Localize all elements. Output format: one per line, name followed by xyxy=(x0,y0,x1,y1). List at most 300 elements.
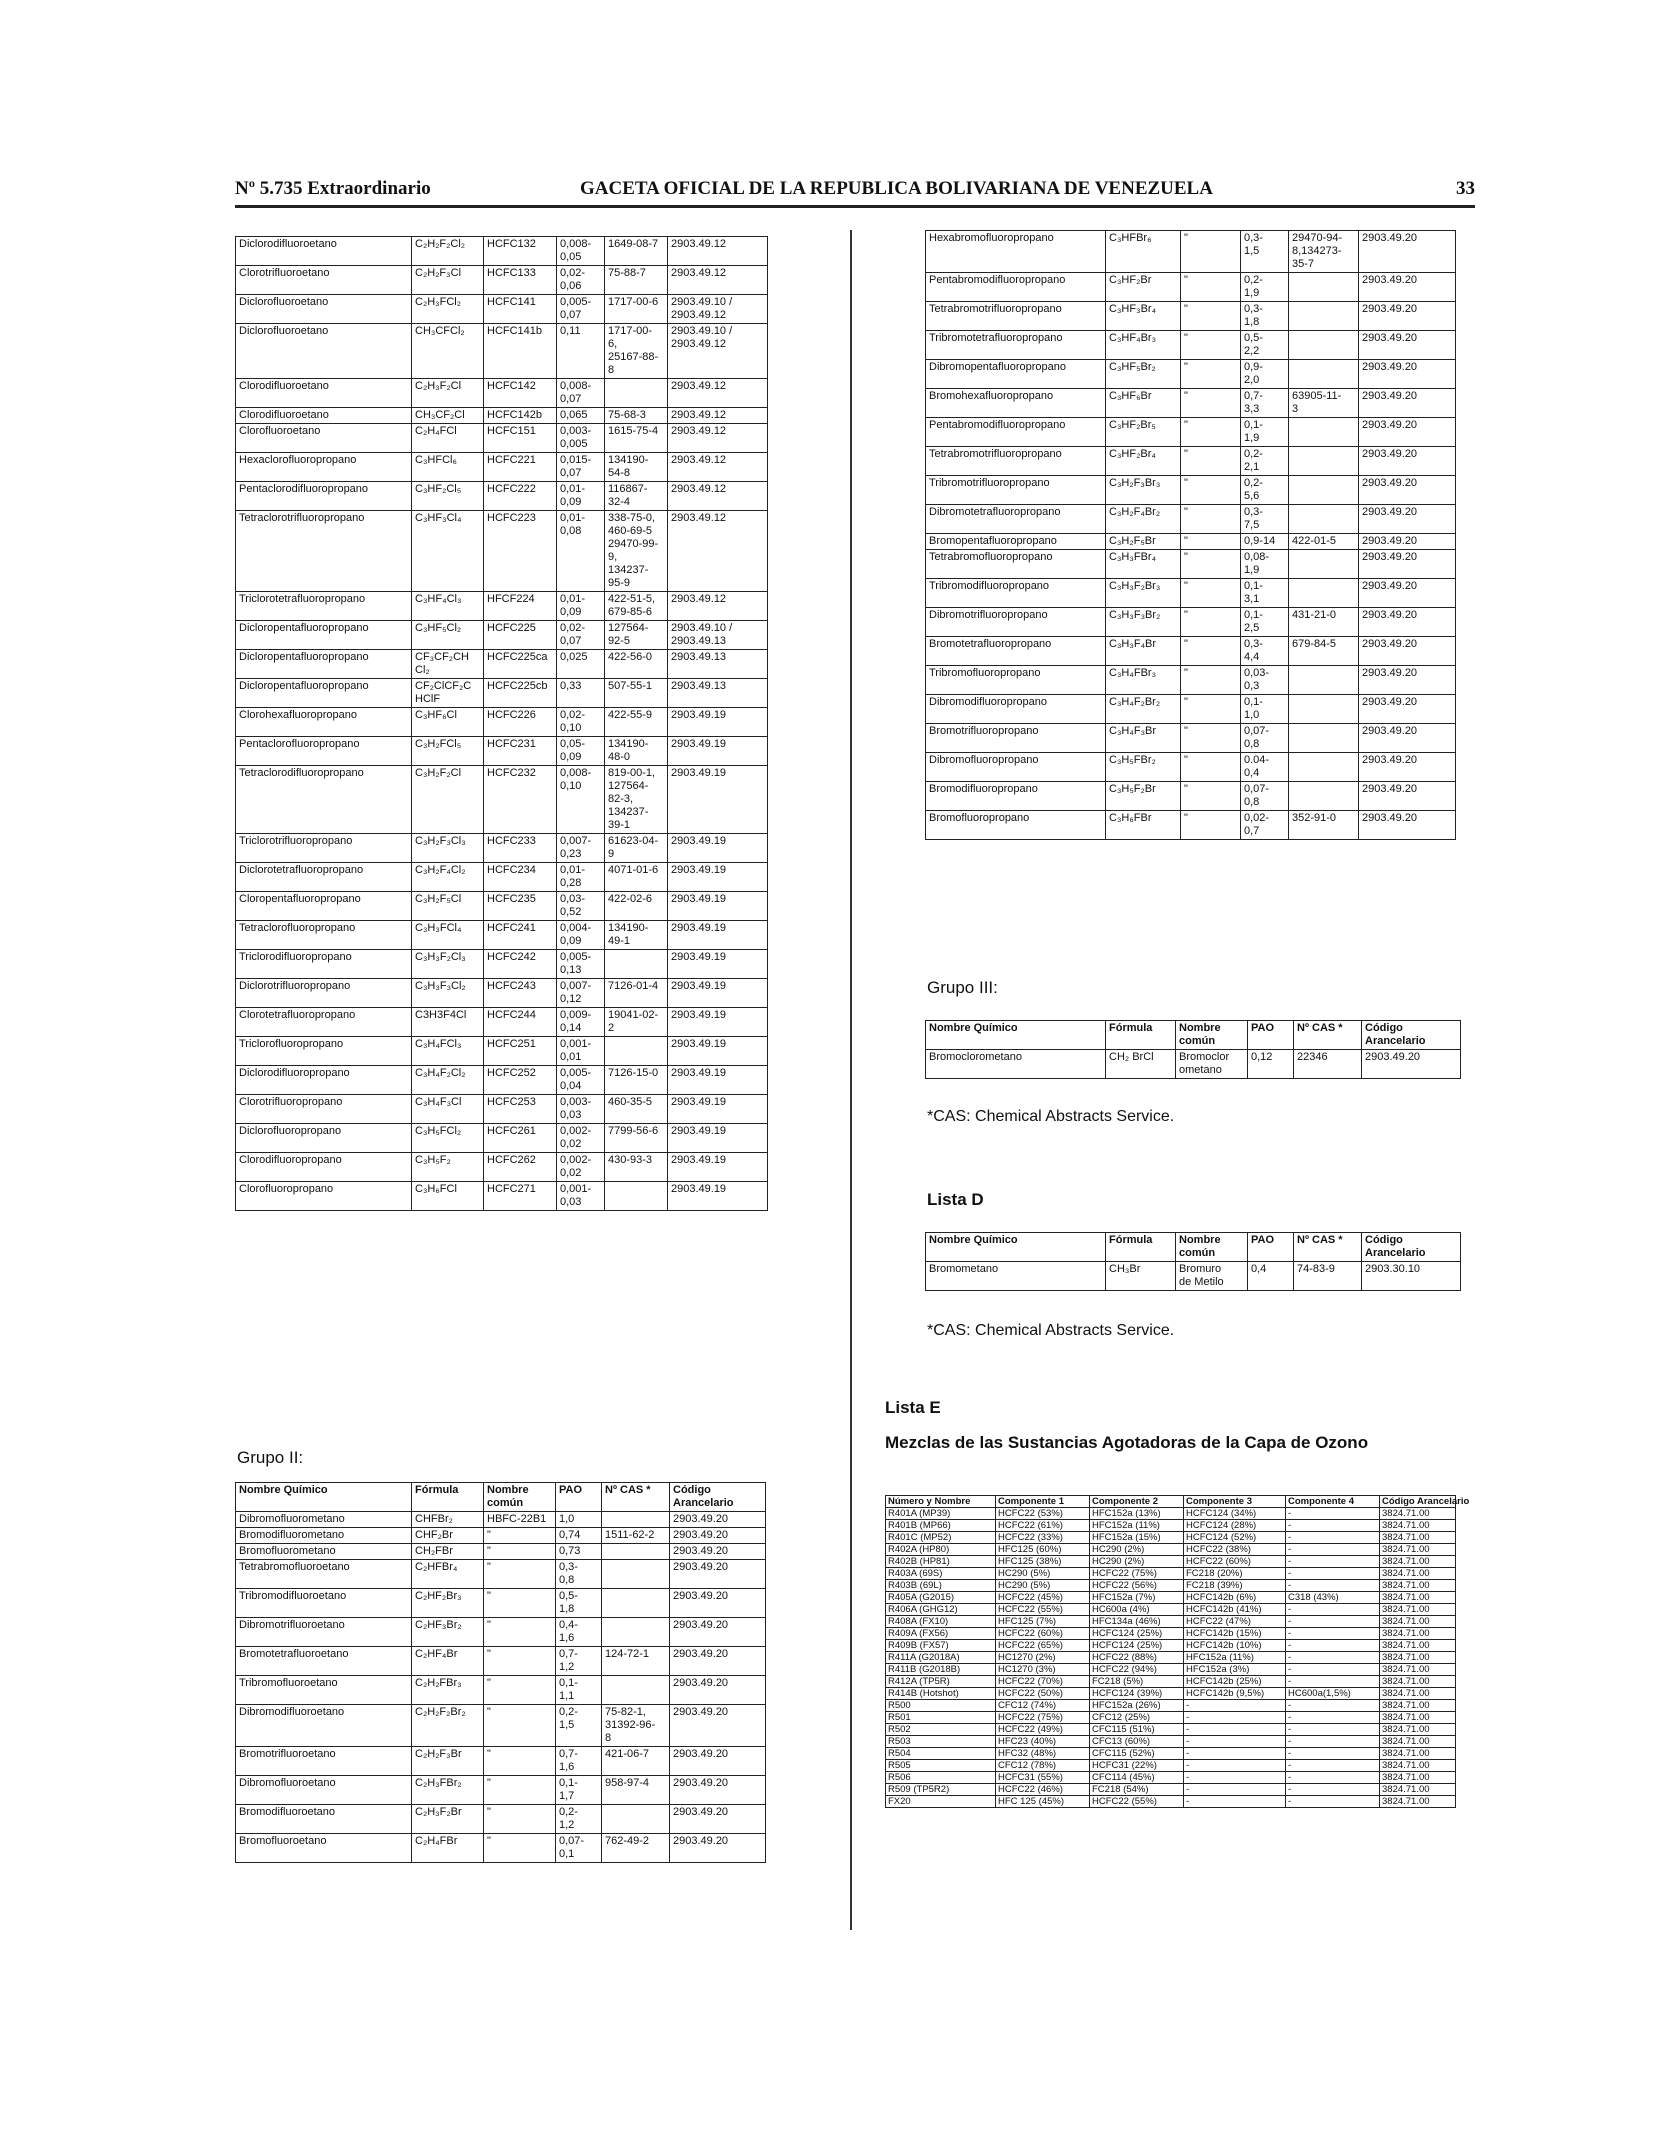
cell-formula: C₃H₃F₃Br₂ xyxy=(1106,608,1181,637)
cell-nombre-quimico: Diclorodifluoroetano xyxy=(236,237,412,266)
cell-numero-nombre: R501 xyxy=(886,1712,996,1724)
cell-codigo-arancelario: 2903.49.20 xyxy=(670,1512,766,1528)
cell-cas xyxy=(1289,360,1359,389)
cell-codigo-arancelario: 3824.71.00 xyxy=(1380,1748,1456,1760)
cell-nombre-quimico: Diclorodifluoropropano xyxy=(236,1066,412,1095)
cell-codigo-arancelario: 3824.71.00 xyxy=(1380,1772,1456,1784)
cell-cas xyxy=(602,1805,670,1834)
cell-componente-4: - xyxy=(1286,1784,1380,1796)
cell-componente-2: CFC114 (45%) xyxy=(1090,1772,1184,1784)
cell-componente-4: - xyxy=(1286,1712,1380,1724)
cell-nombre-comun: HCFC244 xyxy=(484,1008,557,1037)
cell-codigo-arancelario: 2903.30.10 xyxy=(1362,1262,1461,1291)
cell-pao: 1,0 xyxy=(556,1512,602,1528)
cell-pao: 0,1- 1,7 xyxy=(556,1776,602,1805)
cell-componente-2: HFC152a (13%) xyxy=(1090,1508,1184,1520)
cell-codigo-arancelario: 2903.49.19 xyxy=(668,708,768,737)
cell-nombre-quimico: Bromopentafluoropropano xyxy=(926,534,1106,550)
table-row xyxy=(926,273,1456,302)
cell-cas: 22346 xyxy=(1294,1050,1362,1079)
table-row xyxy=(886,1556,1456,1568)
cell-codigo-arancelario: 3824.71.00 xyxy=(1380,1616,1456,1628)
cell-nombre-comun: " xyxy=(1181,579,1241,608)
cell-cas: 75-68-3 xyxy=(605,408,668,424)
cell-pao: 0,02- 0,06 xyxy=(557,266,605,295)
table-row xyxy=(236,424,768,453)
cell-formula: CH₃CF₂Cl xyxy=(412,408,484,424)
cell-cas xyxy=(1289,782,1359,811)
cell-componente-2: HC290 (2%) xyxy=(1090,1556,1184,1568)
cell-pao: 0,007- 0,23 xyxy=(557,834,605,863)
cell-codigo-arancelario: 2903.49.10 / 2903.49.12 xyxy=(668,324,768,379)
cell-formula: C₂HF₄Br xyxy=(412,1647,484,1676)
cell-pao: 0,3- 1,5 xyxy=(1241,231,1289,273)
cell-pao: 0,07- 0,8 xyxy=(1241,724,1289,753)
cell-codigo-arancelario: 2903.49.10 / 2903.49.12 xyxy=(668,295,768,324)
cell-nombre-quimico: Bromofluorometano xyxy=(236,1544,412,1560)
table-row xyxy=(236,1182,768,1211)
cell-codigo-arancelario: 2903.49.20 xyxy=(670,1834,766,1863)
cell-codigo-arancelario: 2903.49.20 xyxy=(1359,637,1456,666)
header-nombre-comun: Nombre común xyxy=(484,1483,556,1512)
table-row xyxy=(236,1805,766,1834)
cell-codigo-arancelario: 2903.49.19 xyxy=(668,1066,768,1095)
cell-codigo-arancelario: 3824.71.00 xyxy=(1380,1736,1456,1748)
cell-formula: C₃H₂F₅Br xyxy=(1106,534,1181,550)
cell-nombre-comun: HCFC231 xyxy=(484,737,557,766)
table-row xyxy=(886,1736,1456,1748)
cell-nombre-quimico: Bromofluoropropano xyxy=(926,811,1106,840)
cell-codigo-arancelario: 2903.49.13 xyxy=(668,650,768,679)
cell-nombre-quimico: Dicloropentafluoropropano xyxy=(236,621,412,650)
cell-codigo-arancelario: 3824.71.00 xyxy=(1380,1676,1456,1688)
cell-pao: 0,73 xyxy=(556,1544,602,1560)
cell-codigo-arancelario: 2903.49.20 xyxy=(1359,302,1456,331)
table-row xyxy=(236,1528,766,1544)
cell-nombre-comun: HCFC226 xyxy=(484,708,557,737)
cell-codigo-arancelario: 2903.49.20 xyxy=(670,1528,766,1544)
cell-pao: 0,008- 0,10 xyxy=(557,766,605,834)
cell-formula: C₃HF₃Cl₄ xyxy=(412,511,484,592)
cell-pao: 0,4 xyxy=(1248,1262,1294,1291)
column-divider xyxy=(850,230,852,1930)
cell-numero-nombre: R401A (MP39) xyxy=(886,1508,996,1520)
grupo1-rows xyxy=(236,237,768,1211)
cell-numero-nombre: R408A (FX10) xyxy=(886,1616,996,1628)
cell-nombre-comun: " xyxy=(484,1544,556,1560)
cell-nombre-quimico: Tribromodifluoropropano xyxy=(926,579,1106,608)
cell-pao: 0,2- 5,6 xyxy=(1241,476,1289,505)
cell-componente-2: HFC134a (46%) xyxy=(1090,1616,1184,1628)
cell-componente-1: HFC32 (48%) xyxy=(996,1748,1090,1760)
cell-componente-2: CFC12 (25%) xyxy=(1090,1712,1184,1724)
cell-pao: 0,33 xyxy=(557,679,605,708)
cell-nombre-comun: HCFC223 xyxy=(484,511,557,592)
cell-codigo-arancelario: 2903.49.19 xyxy=(668,766,768,834)
cell-cas xyxy=(1289,447,1359,476)
table-row xyxy=(236,482,768,511)
cell-cas xyxy=(1289,505,1359,534)
cell-formula: C₃HF₃Br₄ xyxy=(1106,302,1181,331)
cell-componente-2: HC600a (4%) xyxy=(1090,1604,1184,1616)
cell-componente-3: HCFC142b (25%) xyxy=(1184,1676,1286,1688)
cell-numero-nombre: R406A (GHG12) xyxy=(886,1604,996,1616)
cell-pao: 0,008- 0,07 xyxy=(557,379,605,408)
cell-codigo-arancelario: 2903.49.12 xyxy=(668,592,768,621)
cell-pao: 0,5- 2,2 xyxy=(1241,331,1289,360)
cell-cas: 127564- 92-5 xyxy=(605,621,668,650)
cell-nombre-quimico: Tribromofluoroetano xyxy=(236,1676,412,1705)
cell-codigo-arancelario: 2903.49.19 xyxy=(668,1095,768,1124)
cell-pao: 0,02- 0,07 xyxy=(557,621,605,650)
cell-nombre-comun: " xyxy=(484,1618,556,1647)
cell-cas xyxy=(602,1512,670,1528)
cell-nombre-comun: HCFC222 xyxy=(484,482,557,511)
cell-pao: 0,009- 0,14 xyxy=(557,1008,605,1037)
table-row xyxy=(236,324,768,379)
cell-cas xyxy=(1289,550,1359,579)
cell-componente-3: - xyxy=(1184,1700,1286,1712)
lista-e-subtitle: Mezclas de las Sustancias Agotadoras de la Capa de Ozono xyxy=(885,1433,1369,1452)
cell-componente-4: - xyxy=(1286,1604,1380,1616)
table-row xyxy=(236,1776,766,1805)
cell-componente-1: HCFC22 (45%) xyxy=(996,1592,1090,1604)
cell-cas: 679-84-5 xyxy=(1289,637,1359,666)
cell-formula: C₂H₃F₂Br xyxy=(412,1805,484,1834)
cell-nombre-quimico: Diclorofluoropropano xyxy=(236,1124,412,1153)
cell-codigo-arancelario: 2903.49.20 xyxy=(670,1560,766,1589)
cell-codigo-arancelario: 2903.49.20 xyxy=(670,1647,766,1676)
table-row xyxy=(926,811,1456,840)
cell-cas: 4071-01-6 xyxy=(605,863,668,892)
cell-pao: 0,003- 0,03 xyxy=(557,1095,605,1124)
table-row xyxy=(886,1748,1456,1760)
header-codigo-arancelario: Código Arancelario xyxy=(1362,1233,1461,1262)
cell-componente-2: FC218 (54%) xyxy=(1090,1784,1184,1796)
cell-codigo-arancelario: 2903.49.10 / 2903.49.13 xyxy=(668,621,768,650)
cell-formula: C₃HF₄Br₃ xyxy=(1106,331,1181,360)
table-row xyxy=(886,1628,1456,1640)
cell-componente-1: CFC12 (74%) xyxy=(996,1700,1090,1712)
table-row xyxy=(236,511,768,592)
cell-pao: 0,07- 0,8 xyxy=(1241,782,1289,811)
cell-formula: C₃HF₂Cl₅ xyxy=(412,482,484,511)
cell-componente-1: HCFC22 (60%) xyxy=(996,1628,1090,1640)
cell-componente-2: HCFC22 (56%) xyxy=(1090,1580,1184,1592)
cell-pao: 0,005- 0,07 xyxy=(557,295,605,324)
header-cas: Nº CAS * xyxy=(602,1483,670,1512)
cell-componente-3: FC218 (39%) xyxy=(1184,1580,1286,1592)
cell-pao: 0,1- 1,0 xyxy=(1241,695,1289,724)
cell-formula: C₃H₅FBr₂ xyxy=(1106,753,1181,782)
cell-formula: C₂H₄FBr xyxy=(412,1834,484,1863)
cell-componente-3: HCFC22 (47%) xyxy=(1184,1616,1286,1628)
cell-nombre-quimico: Hexabromofluoropropano xyxy=(926,231,1106,273)
cell-pao: 0,03- 0,52 xyxy=(557,892,605,921)
cell-formula: C₃H₄FCl₃ xyxy=(412,1037,484,1066)
cell-codigo-arancelario: 2903.49.20 xyxy=(1359,331,1456,360)
cell-cas xyxy=(602,1589,670,1618)
cell-nombre-quimico: Clorohexafluoropropano xyxy=(236,708,412,737)
cell-numero-nombre: R411B (G2018B) xyxy=(886,1664,996,1676)
cell-componente-3: - xyxy=(1184,1748,1286,1760)
table-row xyxy=(926,476,1456,505)
table-row xyxy=(236,1544,766,1560)
lista-d-rows xyxy=(926,1262,1461,1291)
table-row xyxy=(886,1772,1456,1784)
cell-codigo-arancelario: 2903.49.20 xyxy=(670,1544,766,1560)
cell-codigo-arancelario: 2903.49.20 xyxy=(670,1747,766,1776)
header-nombre-quimico: Nombre Químico xyxy=(236,1483,412,1512)
table-row xyxy=(236,950,768,979)
cell-codigo-arancelario: 2903.49.20 xyxy=(670,1705,766,1747)
cell-componente-1: HCFC22 (61%) xyxy=(996,1520,1090,1532)
table-row xyxy=(236,708,768,737)
cell-formula: C₃H₂F₄Cl₂ xyxy=(412,863,484,892)
table-row xyxy=(236,1008,768,1037)
cell-nombre-quimico: Clorofluoropropano xyxy=(236,1182,412,1211)
cell-nombre-quimico: Pentabromodifluoropropano xyxy=(926,273,1106,302)
cell-componente-1: HCFC22 (50%) xyxy=(996,1688,1090,1700)
cell-pao: 0,7- 3,3 xyxy=(1241,389,1289,418)
lista-d-table xyxy=(925,1232,1461,1291)
header-pao: PAO xyxy=(556,1483,602,1512)
table-row xyxy=(236,737,768,766)
header-formula: Fórmula xyxy=(412,1483,484,1512)
cell-numero-nombre: FX20 xyxy=(886,1796,996,1808)
page-number: 33 xyxy=(1456,178,1475,199)
grupo2-title: Grupo II: xyxy=(237,1448,304,1467)
table-row xyxy=(886,1604,1456,1616)
cell-formula: C₂HF₂Br₃ xyxy=(412,1589,484,1618)
cell-nombre-quimico: Bromohexafluoropropano xyxy=(926,389,1106,418)
table-row xyxy=(236,621,768,650)
cell-formula: C₃HF₂Br₅ xyxy=(1106,418,1181,447)
cell-nombre-comun: HCFC132 xyxy=(484,237,557,266)
cell-pao: 0,2- 1,9 xyxy=(1241,273,1289,302)
cell-nombre-quimico: Cloropentafluoropropano xyxy=(236,892,412,921)
cell-nombre-quimico: Triclorotrifluoropropano xyxy=(236,834,412,863)
cell-nombre-quimico: Bromotrifluoroetano xyxy=(236,1747,412,1776)
cell-codigo-arancelario: 2903.49.19 xyxy=(668,863,768,892)
cell-codigo-arancelario: 2903.49.20 xyxy=(670,1589,766,1618)
cell-componente-2: HCFC22 (88%) xyxy=(1090,1652,1184,1664)
header-rule xyxy=(235,205,1475,208)
cell-nombre-comun: HCFC221 xyxy=(484,453,557,482)
cell-pao: 0,001- 0,01 xyxy=(557,1037,605,1066)
cell-componente-4: - xyxy=(1286,1700,1380,1712)
cell-componente-3: HCFC22 (38%) xyxy=(1184,1544,1286,1556)
cell-formula: CH₂ BrCl xyxy=(1106,1050,1176,1079)
cell-formula: C₂HF₃Br₂ xyxy=(412,1618,484,1647)
cell-cas: 63905-11- 3 xyxy=(1289,389,1359,418)
cell-componente-4: - xyxy=(1286,1628,1380,1640)
cell-componente-1: HC1270 (2%) xyxy=(996,1652,1090,1664)
cell-componente-3: HCFC124 (34%) xyxy=(1184,1508,1286,1520)
cell-nombre-quimico: Diclorotetrafluoropropano xyxy=(236,863,412,892)
cell-nombre-quimico: Hexaclorofluoropropano xyxy=(236,453,412,482)
cell-formula: C₃H₃F₄Br xyxy=(1106,637,1181,666)
cell-codigo-arancelario: 3824.71.00 xyxy=(1380,1724,1456,1736)
cell-componente-4: - xyxy=(1286,1736,1380,1748)
cell-pao: 0,7- 1,2 xyxy=(556,1647,602,1676)
cell-componente-3: - xyxy=(1184,1772,1286,1784)
cell-nombre-quimico: Triclorotetrafluoropropano xyxy=(236,592,412,621)
cell-componente-3: HCFC142b (41%) xyxy=(1184,1604,1286,1616)
table-row xyxy=(236,1618,766,1647)
cell-nombre-comun: " xyxy=(1181,505,1241,534)
cell-numero-nombre: R402B (HP81) xyxy=(886,1556,996,1568)
cell-codigo-arancelario: 2903.49.12 xyxy=(668,237,768,266)
cell-cas: 422-01-5 xyxy=(1289,534,1359,550)
header-pao: PAO xyxy=(1248,1021,1294,1050)
cell-cas: 29470-94- 8,134273- 35-7 xyxy=(1289,231,1359,273)
cell-formula: C₃H₃F₂Cl₃ xyxy=(412,950,484,979)
cell-codigo-arancelario: 2903.49.20 xyxy=(1359,753,1456,782)
cell-codigo-arancelario: 2903.49.13 xyxy=(668,679,768,708)
cell-codigo-arancelario: 2903.49.20 xyxy=(1359,447,1456,476)
cell-nombre-quimico: Clorodifluoroetano xyxy=(236,379,412,408)
cell-componente-2: HCFC22 (94%) xyxy=(1090,1664,1184,1676)
cell-cas xyxy=(605,1182,668,1211)
cell-cas xyxy=(605,1037,668,1066)
table-row xyxy=(236,1153,768,1182)
cell-formula: C₂H₂F₃Cl xyxy=(412,266,484,295)
cell-componente-2: HCFC124 (25%) xyxy=(1090,1628,1184,1640)
cell-nombre-quimico: Tribromotrifluoropropano xyxy=(926,476,1106,505)
grupo2-header-row xyxy=(236,1483,766,1512)
cell-componente-1: HCFC31 (55%) xyxy=(996,1772,1090,1784)
cell-pao: 0,01- 0,28 xyxy=(557,863,605,892)
cell-componente-3: - xyxy=(1184,1724,1286,1736)
cell-nombre-comun: " xyxy=(1181,331,1241,360)
cell-pao: 0,3- 7,5 xyxy=(1241,505,1289,534)
cell-formula: C₂H₂F₂Br₂ xyxy=(412,1705,484,1747)
cell-pao: 0,015- 0,07 xyxy=(557,453,605,482)
cell-nombre-comun: HCFC262 xyxy=(484,1153,557,1182)
cell-formula: CH₂FBr xyxy=(412,1544,484,1560)
cell-codigo-arancelario: 3824.71.00 xyxy=(1380,1592,1456,1604)
header-nombre-comun: Nombre común xyxy=(1176,1233,1248,1262)
cell-codigo-arancelario: 3824.71.00 xyxy=(1380,1604,1456,1616)
cell-pao: 0,7- 1,6 xyxy=(556,1747,602,1776)
cell-nombre-comun: HCFC241 xyxy=(484,921,557,950)
cell-nombre-quimico: Tetraclorodifluoropropano xyxy=(236,766,412,834)
cell-codigo-arancelario: 2903.49.19 xyxy=(668,737,768,766)
cell-numero-nombre: R504 xyxy=(886,1748,996,1760)
cell-cas: 352-91-0 xyxy=(1289,811,1359,840)
cell-codigo-arancelario: 2903.49.20 xyxy=(1359,579,1456,608)
cell-cas: 75-82-1, 31392-96- 8 xyxy=(602,1705,670,1747)
table-row xyxy=(236,1037,768,1066)
cell-pao: 0,002- 0,02 xyxy=(557,1153,605,1182)
header-numero-nombre: Número y Nombre xyxy=(886,1496,996,1508)
cell-pao: 0,08- 1,9 xyxy=(1241,550,1289,579)
cell-formula: C₃H₅FCl₂ xyxy=(412,1124,484,1153)
cell-pao: 0,03- 0,3 xyxy=(1241,666,1289,695)
cell-numero-nombre: R402A (HP80) xyxy=(886,1544,996,1556)
cell-componente-4: - xyxy=(1286,1544,1380,1556)
cell-componente-4: - xyxy=(1286,1568,1380,1580)
cell-codigo-arancelario: 3824.71.00 xyxy=(1380,1784,1456,1796)
cell-nombre-comun: HCFC242 xyxy=(484,950,557,979)
table-row xyxy=(926,695,1456,724)
cell-pao: 0,4- 1,6 xyxy=(556,1618,602,1647)
cell-numero-nombre: R412A (TP5R) xyxy=(886,1676,996,1688)
table-row xyxy=(886,1664,1456,1676)
cell-componente-2: CFC115 (51%) xyxy=(1090,1724,1184,1736)
cell-nombre-comun: HCFC251 xyxy=(484,1037,557,1066)
cell-formula: C₃H₃F₂Br₃ xyxy=(1106,579,1181,608)
cell-nombre-quimico: Dicloropentafluoropropano xyxy=(236,679,412,708)
cell-nombre-comun: " xyxy=(484,1560,556,1589)
table-row xyxy=(926,1050,1461,1079)
cell-nombre-comun: " xyxy=(484,1705,556,1747)
cell-componente-4: - xyxy=(1286,1580,1380,1592)
cell-numero-nombre: R405A (G2015) xyxy=(886,1592,996,1604)
cell-pao: 0,2- 2,1 xyxy=(1241,447,1289,476)
cell-formula: C₂H₂FBr₃ xyxy=(412,1676,484,1705)
cell-cas: 124-72-1 xyxy=(602,1647,670,1676)
cell-nombre-comun: HCFC225 xyxy=(484,621,557,650)
cell-nombre-quimico: Tetrabromofluoroetano xyxy=(236,1560,412,1589)
cell-pao: 0,007- 0,12 xyxy=(557,979,605,1008)
cell-codigo-arancelario: 2903.49.19 xyxy=(668,1153,768,1182)
cell-componente-1: HCFC22 (75%) xyxy=(996,1712,1090,1724)
table-row xyxy=(886,1676,1456,1688)
cell-componente-2: HCFC31 (22%) xyxy=(1090,1760,1184,1772)
cell-nombre-quimico: Dibromodifluoropropano xyxy=(926,695,1106,724)
cell-codigo-arancelario: 3824.71.00 xyxy=(1380,1508,1456,1520)
cell-componente-1: HFC125 (7%) xyxy=(996,1616,1090,1628)
table-row xyxy=(236,266,768,295)
cell-formula: C₃H₂F₂Cl xyxy=(412,766,484,834)
cell-nombre-quimico: Pentaclorodifluoropropano xyxy=(236,482,412,511)
cell-nombre-comun: " xyxy=(1181,695,1241,724)
table-row xyxy=(886,1520,1456,1532)
header-componente-2: Componente 2 xyxy=(1090,1496,1184,1508)
cell-codigo-arancelario: 3824.71.00 xyxy=(1380,1760,1456,1772)
table-row xyxy=(236,1747,766,1776)
table-row xyxy=(236,379,768,408)
cell-nombre-comun: HCFC233 xyxy=(484,834,557,863)
cell-componente-1: HCFC22 (33%) xyxy=(996,1532,1090,1544)
cell-codigo-arancelario: 2903.49.12 xyxy=(668,424,768,453)
grupo3-cas-note: *CAS: Chemical Abstracts Service. xyxy=(927,1108,1175,1125)
grupo2-continuation-table xyxy=(925,230,1456,840)
cell-formula: C₃H₄F₂Cl₂ xyxy=(412,1066,484,1095)
cell-formula: C₃H₂F₅Cl xyxy=(412,892,484,921)
header-nombre-comun: Nombre común xyxy=(1176,1021,1248,1050)
table-row xyxy=(926,418,1456,447)
cell-codigo-arancelario: 2903.49.20 xyxy=(1359,782,1456,811)
cell-codigo-arancelario: 2903.49.20 xyxy=(1359,608,1456,637)
table-row xyxy=(236,1676,766,1705)
cell-cas xyxy=(1289,302,1359,331)
grupo3-table xyxy=(925,1020,1461,1079)
cell-componente-2: HFC152a (11%) xyxy=(1090,1520,1184,1532)
cell-nombre-comun: " xyxy=(1181,608,1241,637)
cell-componente-3: - xyxy=(1184,1784,1286,1796)
cell-pao: 0,01- 0,08 xyxy=(557,511,605,592)
cell-formula: C₂H₄FCl xyxy=(412,424,484,453)
grupo3-rows xyxy=(926,1050,1461,1079)
page-header xyxy=(235,178,1475,202)
cell-nombre-comun: Bromoclor ometano xyxy=(1176,1050,1248,1079)
cell-formula: CF₂ClCF₂C HClF xyxy=(412,679,484,708)
cell-formula: C3H3F4Cl xyxy=(412,1008,484,1037)
grupo1-continuation-table xyxy=(235,236,768,1211)
